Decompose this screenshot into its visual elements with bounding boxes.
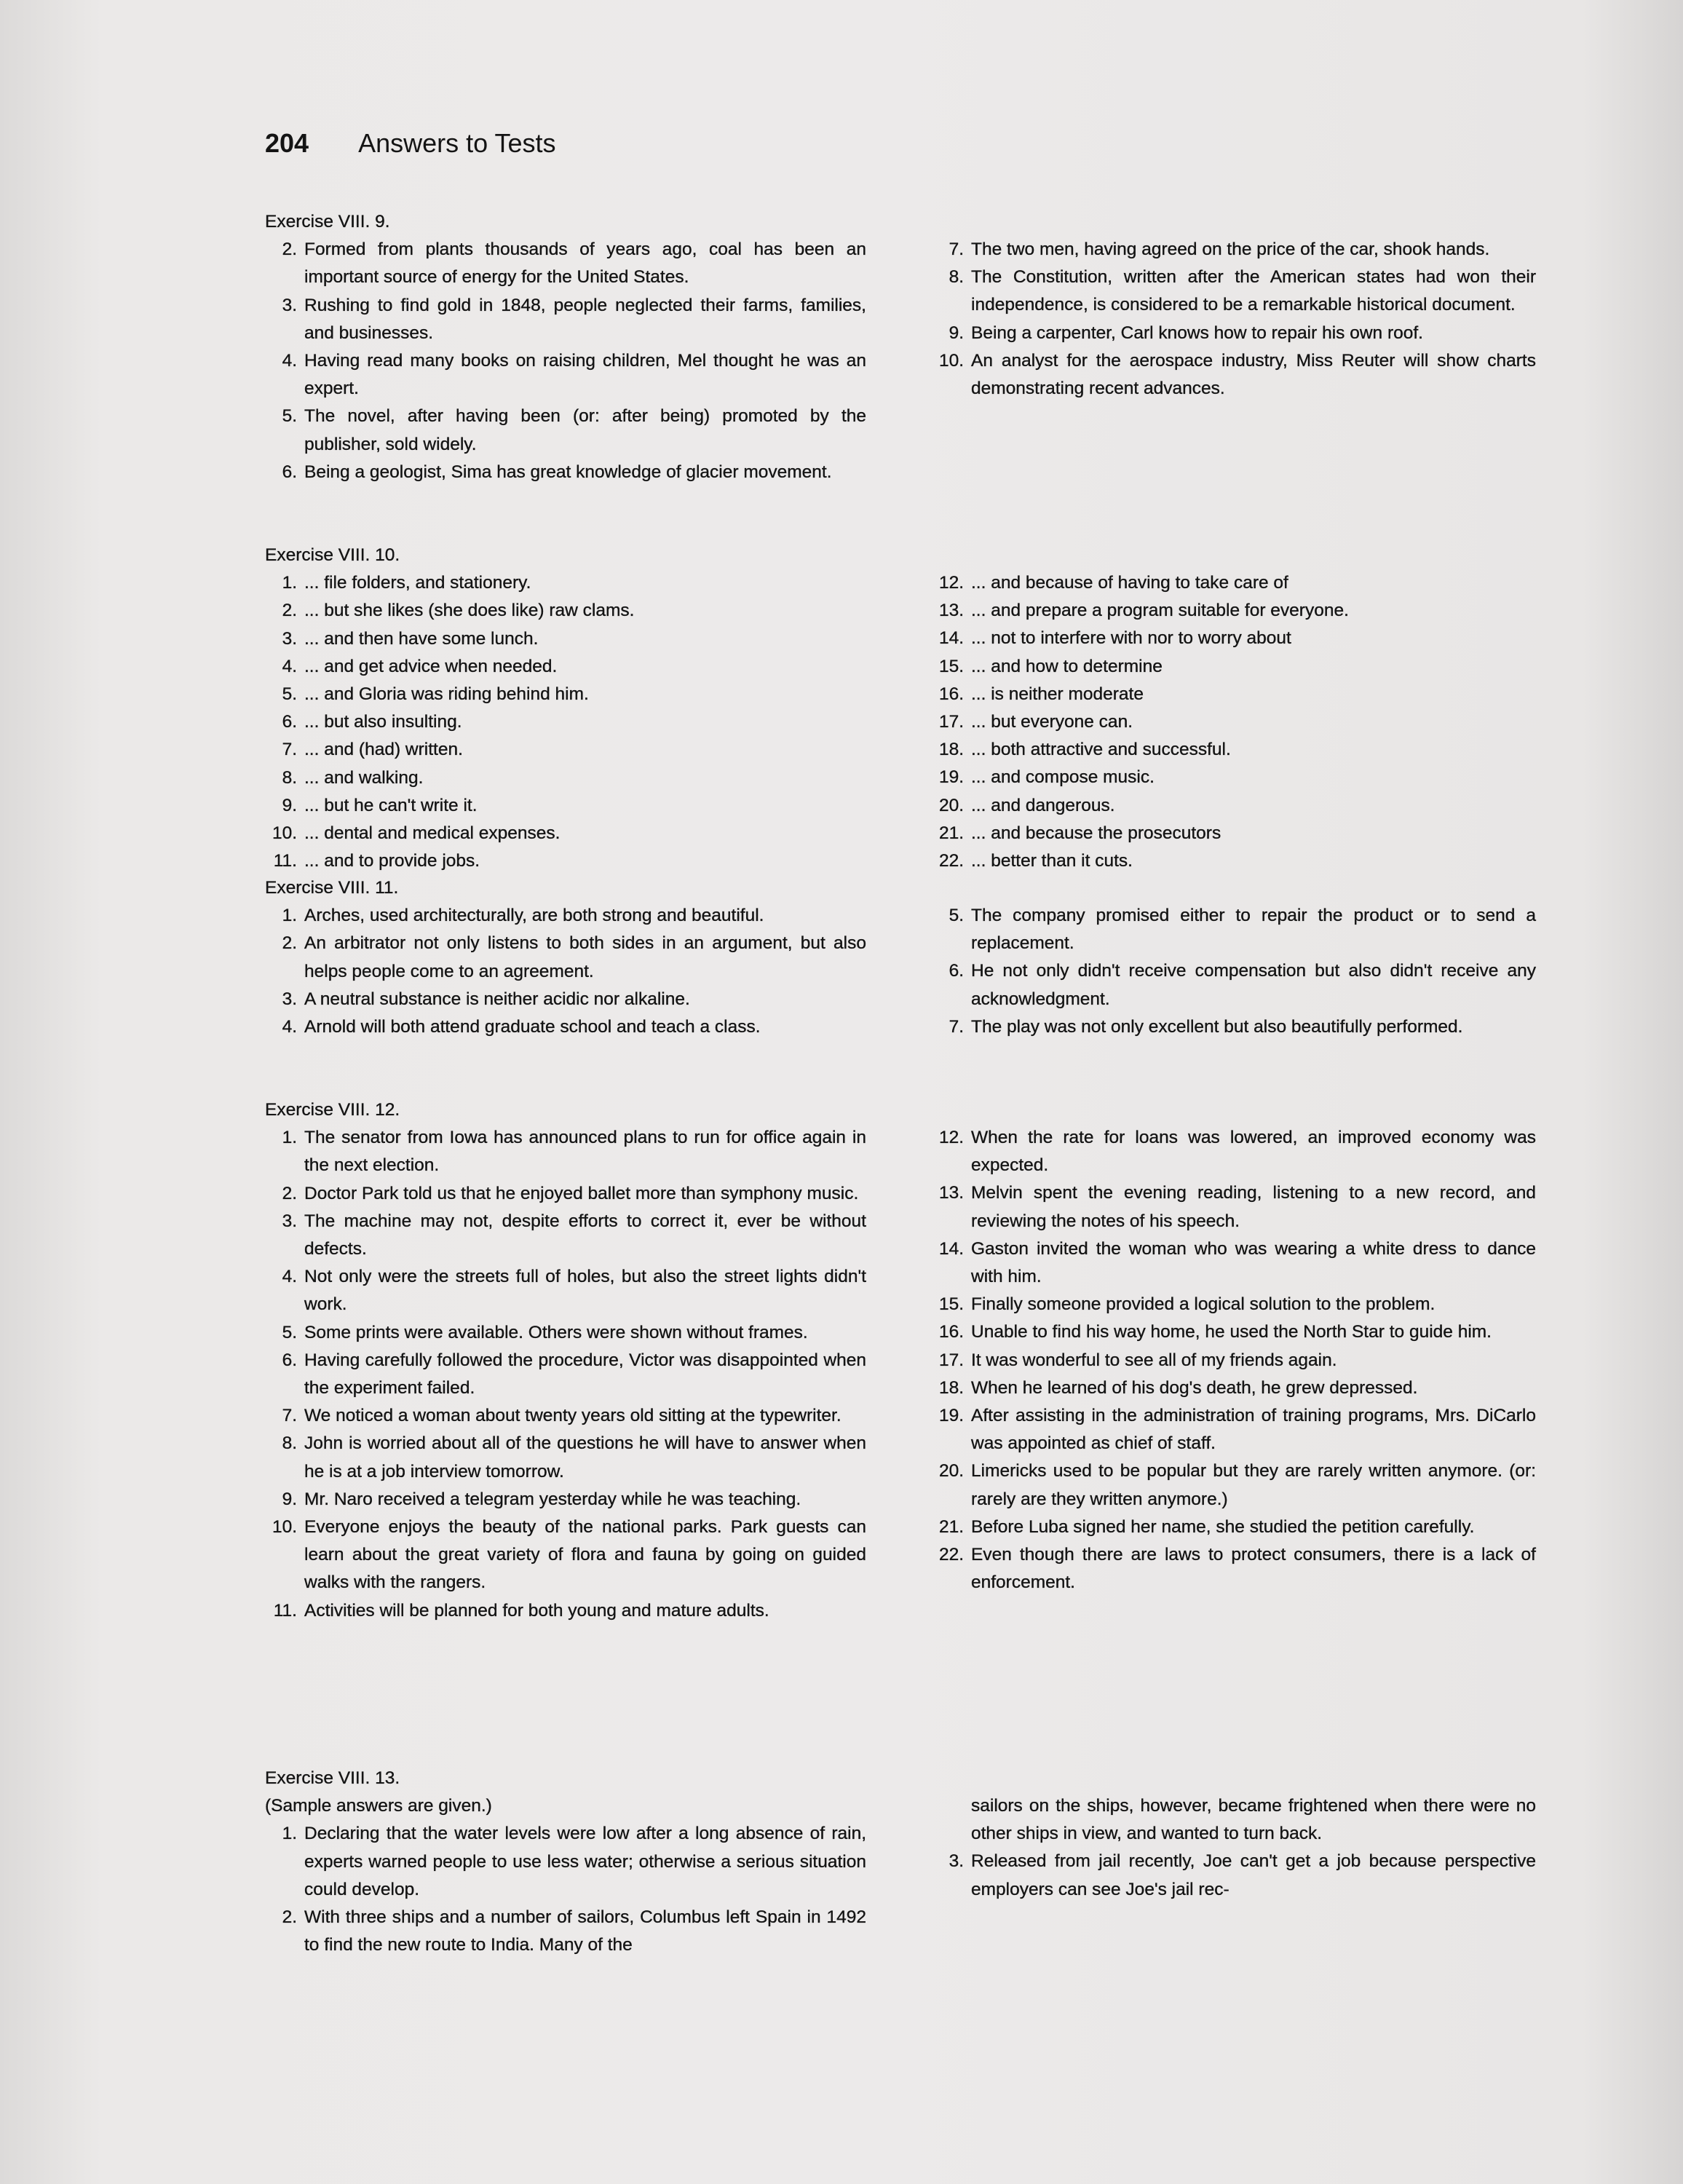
answer-text: Being a carpenter, Carl knows how to repair his own roof. (971, 323, 1423, 343)
answer-item (265, 292, 866, 347)
answer-number: 10. (938, 350, 964, 371)
answer-number: 4. (282, 1017, 297, 1037)
answer-number: 22. (938, 851, 964, 871)
answer-text: ... and get advice when needed. (304, 656, 558, 676)
exercise-heading: Exercise VIII. 10. (265, 545, 400, 565)
answer-number: 4. (282, 656, 297, 676)
answer-item (265, 681, 866, 708)
answer-number: 2. (282, 1183, 297, 1203)
answer-number: 10. (272, 1517, 297, 1538)
answer-number: 21. (938, 823, 964, 843)
answer-item (265, 1486, 866, 1514)
answer-block (932, 1124, 1536, 1597)
answer-item (932, 625, 1536, 652)
answer-item (265, 1208, 866, 1263)
answer-block (932, 1792, 1536, 1904)
answer-text: Arnold will both attend graduate school and teach a class. (304, 1017, 761, 1037)
answer-number: 19. (938, 1406, 964, 1426)
answer-item (265, 1263, 866, 1318)
answer-number: 18. (938, 1377, 964, 1398)
answer-number: 9. (282, 1489, 297, 1509)
answer-item (932, 264, 1536, 319)
answer-item (932, 957, 1536, 1013)
answer-number: 3. (949, 1851, 964, 1872)
answer-text: An analyst for the aerospace industry, Miss Reuter will show charts demonstrating recent advances. (971, 350, 1536, 399)
answer-text: He not only didn't receive compensation but also didn't receive any acknowledgment. (971, 961, 1536, 1009)
answer-number: 1. (282, 573, 297, 593)
answer-item (265, 236, 866, 291)
answer-item (932, 1013, 1536, 1041)
answer-number: 15. (938, 656, 964, 676)
answer-text: Melvin spent the evening reading, listening to a new record, and reviewing the notes of his speech. (971, 1183, 1536, 1231)
answer-text: An arbitrator not only listens to both sides in an argument, but also helps people come to an agreement. (304, 933, 866, 981)
answer-number: 4. (282, 351, 297, 371)
answer-text: The novel, after having been (or: after being) promoted by the publisher, sold widely. (304, 406, 866, 454)
answer-text: ... and dangerous. (971, 795, 1115, 815)
answer-text: ... and because the prosecutors (971, 823, 1221, 843)
answer-number: 20. (938, 795, 964, 815)
answer-item (932, 1514, 1536, 1541)
answer-item (265, 625, 866, 653)
answer-text: John is worried about all of the questions he will have to answer when he is at a job interview tomorrow. (304, 1433, 866, 1481)
answer-number: 7. (282, 740, 297, 760)
answer-number: 13. (938, 601, 964, 621)
answer-item (265, 1124, 866, 1179)
answer-item (265, 1820, 866, 1904)
page-header (265, 128, 556, 159)
answer-number: 10. (272, 823, 297, 844)
answer-number: 1. (282, 1824, 297, 1844)
answer-number: 15. (938, 1294, 964, 1315)
answer-number: 2. (282, 1907, 297, 1928)
answer-text: ... and because of having to take care of (971, 573, 1288, 593)
answer-item (265, 1347, 866, 1402)
answer-block (932, 236, 1536, 403)
answer-text: Before Luba signed her name, she studied the petition carefully. (971, 1516, 1475, 1537)
answer-text: ... and (had) written. (304, 740, 463, 760)
answer-number: 18. (938, 740, 964, 760)
answer-item (932, 597, 1536, 625)
answer-item (265, 347, 866, 403)
answer-number: 2. (282, 601, 297, 621)
answer-text: ... but everyone can. (971, 712, 1133, 732)
answer-block (265, 1096, 866, 1625)
answer-text: Everyone enjoys the beauty of the national parks. Park guests can learn about the great variety of flora and fauna by going on guided walks with the rangers. (304, 1517, 866, 1593)
answer-text: Having read many books on raising children, Mel thought he was an expert. (304, 351, 866, 399)
answer-item (932, 764, 1536, 791)
answer-number: 14. (938, 1238, 964, 1259)
answer-number: 6. (282, 462, 297, 482)
answer-item (265, 403, 866, 458)
answer-number: 9. (282, 795, 297, 815)
answer-text: Released from jail recently, Joe can't get a job because perspective employers can see Joe's jail rec- (971, 1851, 1536, 1899)
answer-number: 19. (938, 767, 964, 788)
answer-item (932, 320, 1536, 347)
page-number: 204 (265, 128, 309, 158)
answer-text: Limericks used to be popular but they are rarely written anymore. (or: rarely are they written anymore.) (971, 1461, 1536, 1509)
answer-block (265, 208, 866, 486)
answer-item (932, 347, 1536, 403)
answer-number: 16. (938, 1322, 964, 1342)
answer-text: ... and then have some lunch. (304, 628, 539, 649)
answer-text: With three ships and a number of sailors, Columbus left Spain in 1492 to find the new route to India. Many of the (304, 1907, 866, 1955)
answer-text: Not only were the streets full of holes, but also the street lights didn't work. (304, 1267, 866, 1315)
answer-item (932, 681, 1536, 708)
page-title: Answers to Tests (358, 128, 556, 158)
answer-block (932, 569, 1536, 875)
answer-item (265, 847, 866, 875)
answer-text: The senator from Iowa has announced plans to run for office again in the next election. (304, 1128, 866, 1176)
answer-number: 8. (949, 267, 964, 288)
answer-text: Unable to find his way home, he used the North Star to guide him. (971, 1322, 1492, 1342)
answer-text: ... file folders, and stationery. (304, 573, 531, 593)
answer-item (265, 792, 866, 820)
answer-number: 7. (949, 240, 964, 259)
answer-number: 3. (282, 1211, 297, 1231)
answer-number: 20. (938, 1461, 964, 1481)
answer-item (932, 653, 1536, 681)
answer-item (265, 1514, 866, 1597)
answer-item (265, 1597, 866, 1625)
answer-item (932, 1347, 1536, 1374)
answer-number: 2. (282, 933, 297, 954)
answer-number: 2. (282, 240, 297, 260)
answer-item (265, 459, 866, 486)
answer-text: Finally someone provided a logical solution to the problem. (971, 1294, 1436, 1315)
answer-item (265, 736, 866, 764)
exercise-heading: Exercise VIII. 13. (265, 1768, 400, 1788)
answer-item (932, 569, 1536, 597)
continued-answer: sailors on the ships, however, became frightened when there were no other ships in view, and wanted to turn back. (971, 1796, 1536, 1844)
answer-text: After assisting in the administration of training programs, Mrs. DiCarlo was appointed as chief of staff. (971, 1406, 1536, 1454)
answer-number: 21. (938, 1516, 964, 1537)
answer-item (265, 708, 866, 736)
exercise-heading: Exercise VIII. 12. (265, 1100, 400, 1120)
answer-text: Mr. Naro received a telegram yesterday while he was teaching. (304, 1489, 801, 1509)
answer-number: 6. (282, 712, 297, 732)
answer-text: The machine may not, despite efforts to correct it, ever be without defects. (304, 1211, 866, 1259)
answer-text: ... both attractive and successful. (971, 740, 1231, 760)
answer-item (932, 1179, 1536, 1235)
answer-text: It was wonderful to see all of my friends again. (971, 1350, 1337, 1370)
answer-text: ... and compose music. (971, 767, 1155, 788)
answer-text: The two men, having agreed on the price of the car, shook hands. (971, 240, 1490, 259)
answer-text: Rushing to find gold in 1848, people neglected their farms, families, and businesses. (304, 295, 866, 343)
answer-number: 3. (282, 628, 297, 649)
answer-item (265, 764, 866, 792)
answer-item (932, 1848, 1536, 1903)
answer-number: 3. (282, 295, 297, 315)
answer-number: 22. (938, 1545, 964, 1565)
answer-item (932, 1291, 1536, 1318)
exercise-heading: Exercise VIII. 9. (265, 212, 390, 232)
answer-number: 5. (282, 684, 297, 705)
answer-item (265, 820, 866, 847)
answer-text: Activities will be planned for both young and mature adults. (304, 1600, 769, 1621)
answer-text: The company promised either to repair the product or to send a replacement. (971, 906, 1536, 954)
answer-item (932, 1235, 1536, 1291)
answer-text: ... and to provide jobs. (304, 851, 480, 871)
answer-item (932, 847, 1536, 875)
answer-item (932, 1124, 1536, 1179)
answer-block (265, 1765, 866, 1959)
answer-item (265, 597, 866, 625)
answer-text: A neutral substance is neither acidic nor alkaline. (304, 989, 690, 1009)
answer-number: 8. (282, 1433, 297, 1454)
answer-item (265, 653, 866, 681)
answer-item (932, 1402, 1536, 1457)
answer-item (932, 708, 1536, 736)
answer-text: ... and Gloria was riding behind him. (304, 684, 589, 705)
answer-item (932, 1457, 1536, 1513)
answer-item (932, 902, 1536, 957)
answer-item (265, 930, 866, 985)
answer-block (932, 902, 1536, 1041)
answer-item (265, 902, 866, 930)
answer-text: ... and prepare a program suitable for everyone. (971, 601, 1349, 621)
answer-item (265, 1904, 866, 1959)
answer-text: ... but she likes (she does like) raw clams. (304, 601, 635, 621)
answer-number: 5. (949, 906, 964, 925)
answer-number: 1. (282, 906, 297, 926)
answer-text: ... but also insulting. (304, 712, 462, 732)
answer-number: 14. (938, 628, 964, 649)
answer-number: 5. (282, 1322, 297, 1342)
answer-number: 17. (938, 1350, 964, 1370)
answer-text: ... better than it cuts. (971, 851, 1133, 871)
answer-text: When the rate for loans was lowered, an improved economy was expected. (971, 1128, 1536, 1176)
answer-text: Having carefully followed the procedure, Victor was disappointed when the experiment failed. (304, 1350, 866, 1398)
answer-number: 7. (949, 1016, 964, 1037)
answer-text: ... is neither moderate (971, 684, 1144, 704)
answer-number: 4. (282, 1267, 297, 1287)
answer-text: The Constitution, written after the American states had won their independence, is considered to be a remarkable historical document. (971, 267, 1536, 315)
answer-item (932, 236, 1536, 264)
answer-number: 16. (938, 684, 964, 704)
answer-number: 13. (938, 1183, 964, 1203)
answer-item (932, 820, 1536, 847)
answer-item (932, 1374, 1536, 1402)
answer-number: 7. (282, 1406, 297, 1426)
answer-number: 6. (949, 961, 964, 981)
answer-item (265, 1430, 866, 1485)
answer-number: 1. (282, 1128, 297, 1148)
answer-text: Formed from plants thousands of years ago, coal has been an important source of energy for the United States. (304, 240, 866, 288)
answer-text: Gaston invited the woman who was wearing a white dress to dance with him. (971, 1238, 1536, 1287)
answer-item (932, 792, 1536, 820)
answer-item (265, 1180, 866, 1208)
answer-text: Being a geologist, Sima has great knowledge of glacier movement. (304, 462, 832, 482)
answer-item (265, 569, 866, 597)
answer-text: When he learned of his dog's death, he grew depressed. (971, 1377, 1418, 1398)
answer-text: ... but he can't write it. (304, 795, 478, 815)
answer-text: ... dental and medical expenses. (304, 823, 561, 844)
answer-text: The play was not only excellent but also beautifully performed. (971, 1016, 1463, 1037)
answer-number: 5. (282, 406, 297, 427)
answer-number: 9. (949, 323, 964, 343)
answer-item (932, 736, 1536, 764)
answer-number: 12. (938, 573, 964, 593)
answer-item (265, 1013, 866, 1041)
answer-item (265, 1402, 866, 1430)
answer-text: Declaring that the water levels were low after a long absence of rain, experts warned people to use less water; otherwise a serious situation could develop. (304, 1824, 866, 1899)
answer-text: Some prints were available. Others were shown without frames. (304, 1322, 808, 1342)
answer-text: Arches, used architecturally, are both strong and beautiful. (304, 906, 764, 926)
answer-text: ... and how to determine (971, 656, 1163, 676)
answer-text: ... and walking. (304, 767, 424, 788)
answer-item (932, 1541, 1536, 1597)
answer-number: 11. (273, 851, 297, 871)
answer-block (265, 874, 866, 1041)
answer-text: We noticed a woman about twenty years old sitting at the typewriter. (304, 1406, 842, 1426)
answer-number: 8. (282, 767, 297, 788)
answer-number: 12. (938, 1128, 964, 1147)
answer-item (265, 986, 866, 1013)
exercise-heading: Exercise VIII. 11. (265, 878, 399, 898)
answer-item (265, 1319, 866, 1347)
answer-text: Even though there are laws to protect consumers, there is a lack of enforcement. (971, 1545, 1536, 1593)
answer-number: 11. (273, 1600, 297, 1621)
answer-text: ... not to interfere with nor to worry about (971, 628, 1291, 649)
answer-text: Doctor Park told us that he enjoyed ballet more than symphony music. (304, 1183, 859, 1203)
answer-number: 17. (938, 712, 964, 732)
answer-number: 6. (282, 1350, 297, 1370)
exercise-note: (Sample answers are given.) (265, 1796, 492, 1816)
answer-item (932, 1318, 1536, 1346)
answer-number: 3. (282, 989, 297, 1009)
answer-block (265, 542, 866, 875)
